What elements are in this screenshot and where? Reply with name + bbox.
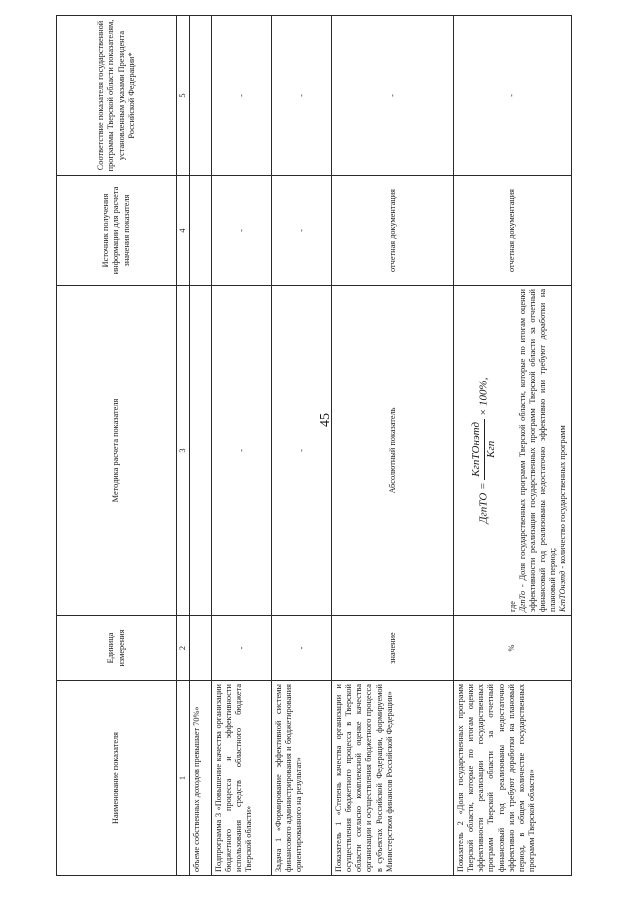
formula-term-description: - Доля государственных программ Тверской области, которые по итогам оценки эффективности реализации государственных программ Тверской области за отчетный финансовый год реализованы недостаточно эффективно или требуют доработки на плановый период; [518, 289, 558, 612]
header-unit: Единица измерения [57, 616, 177, 681]
table-row [212, 16, 272, 876]
formula-fraction [470, 419, 498, 480]
formula-denominator: Кгп [484, 440, 497, 458]
formula-definition [518, 289, 558, 612]
header-method: Методика расчета показателя [57, 286, 177, 616]
indicator-name: Показатель 2 «Доля государственных программ Тверской области, которые по итогам оценки эффективности реализации государственных программ Тверской области за отчетный финансовый год реализованы недостаточно эффективно или требуют доработки на плановый период, в общем количестве государственных программ Тверской области» [454, 681, 571, 876]
column-number: 5 [177, 16, 190, 176]
indicator-compliance: - [272, 16, 332, 176]
column-number-row [177, 16, 190, 876]
formula-rhs: × 100%, [477, 377, 490, 417]
rotated-table-container [56, 16, 568, 876]
indicator-unit: значение [332, 616, 454, 681]
indicator-method: - [272, 286, 332, 616]
indicator-name: Задача 1 «Формирование эффективной системы финансового администрирования и бюджетирования ориентированного на результат» [272, 681, 332, 876]
indicator-unit [190, 616, 212, 681]
indicator-unit: % [454, 616, 571, 681]
formula-term-description: - количество государственных программ [558, 425, 568, 571]
indicator-source: - [272, 176, 332, 286]
formula-term: ДгпТо [518, 590, 528, 612]
table-row [454, 16, 571, 876]
table-row [332, 16, 454, 876]
formula-numerator: КгпТОнэтд [470, 419, 484, 480]
table-row [272, 16, 332, 876]
indicator-method [190, 286, 212, 616]
indicators-table [56, 15, 572, 876]
indicator-compliance: - [454, 16, 571, 176]
column-number: 1 [177, 681, 190, 876]
header-row [57, 16, 177, 876]
header-compliance: Соответствие показателя государственной программы Тверской области показателям, установленным указами Президента Российской Федерации* [57, 16, 177, 176]
formula [470, 289, 498, 612]
header-source: Источник получения информации для расчета значения показателя [57, 176, 177, 286]
indicator-source: отчетная документация [454, 176, 571, 286]
indicator-method: Абсолютный показатель [332, 286, 454, 616]
formula-lhs: ДгпТО = [477, 482, 490, 524]
column-number: 2 [177, 616, 190, 681]
column-number: 3 [177, 286, 190, 616]
header-name: Наименование показателя [57, 681, 177, 876]
formula-term: КгпТОнэтд [558, 570, 568, 612]
indicator-compliance: - [212, 16, 272, 176]
indicator-source: - [212, 176, 272, 286]
indicator-method-formula [454, 286, 571, 616]
indicator-method: - [212, 286, 272, 616]
indicator-compliance: - [332, 16, 454, 176]
indicator-name: Подпрограмма 3 «Повышение качества организации бюджетного процесса и эффективности использования средств областного бюджета Тверской области» [212, 681, 272, 876]
indicator-name: объеме собственных доходов превышает 70%» [190, 681, 212, 876]
page-number: 45 [318, 413, 333, 427]
indicator-source: отчетная документация [332, 176, 454, 286]
indicator-name: Показатель 1 «Степень качества организации и осуществления бюджетного процесса в Тверской области согласно комплексной оценке качества организации и осуществления бюджетного процесса в субъектах Российской Федерации, формируемой Министерством финансов Российской Федерации» [332, 681, 454, 876]
indicator-unit: - [272, 616, 332, 681]
table-row [190, 16, 212, 876]
column-number: 4 [177, 176, 190, 286]
indicator-source [190, 176, 212, 286]
indicator-unit: - [212, 616, 272, 681]
indicator-compliance [190, 16, 212, 176]
formula-definition [558, 289, 568, 612]
formula-where: где [507, 601, 517, 612]
